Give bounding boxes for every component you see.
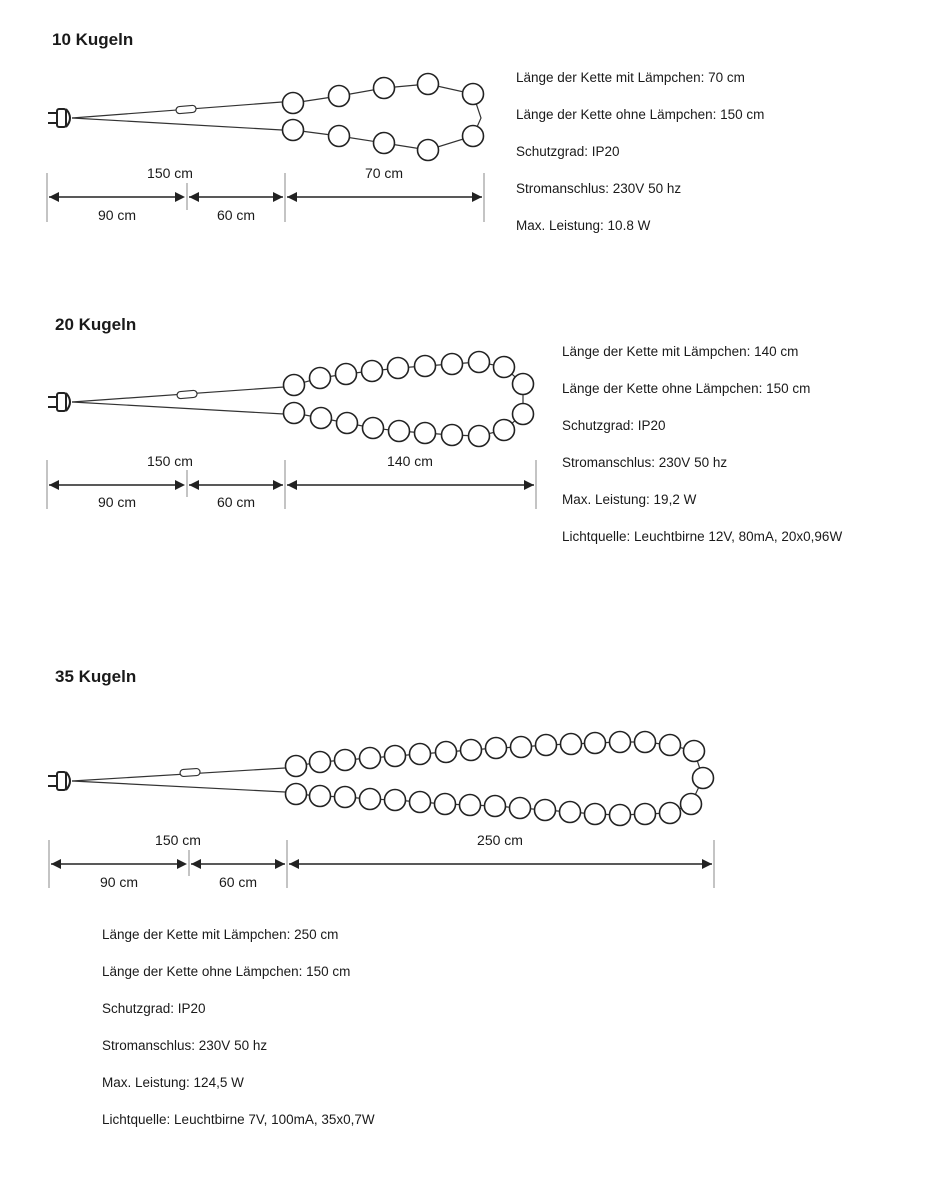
bulb-chain <box>286 732 714 826</box>
segment-2-label: 60 cm <box>216 207 256 223</box>
bulb <box>510 798 531 819</box>
bulb <box>635 732 656 753</box>
segment-2-label: 60 cm <box>218 874 258 890</box>
bulb <box>436 742 457 763</box>
chain-length-label: 250 cm <box>477 832 523 848</box>
bulb <box>385 790 406 811</box>
bulb <box>461 740 482 761</box>
chain-length-label: 70 cm <box>364 165 404 181</box>
cable-lower <box>72 781 285 792</box>
total-length-label: 150 cm <box>147 453 193 469</box>
cable-upper <box>72 768 285 781</box>
switch-icon <box>180 768 200 776</box>
bulb <box>535 800 556 821</box>
bulb <box>585 733 606 754</box>
bulb <box>360 789 381 810</box>
spec-max-power: Max. Leistung: 10.8 W <box>516 218 651 233</box>
specs-list-35 <box>102 925 375 1147</box>
bulb <box>335 787 356 808</box>
bulb <box>561 734 582 755</box>
bulb <box>410 744 431 765</box>
spec-length-without-lamps: Länge der Kette ohne Lämpchen: 150 cm <box>562 381 811 396</box>
bulb <box>585 804 606 825</box>
chain-length-label: 140 cm <box>387 453 433 469</box>
bulb <box>310 786 331 807</box>
bulb <box>610 732 631 753</box>
spec-power-supply: Stromanschlus: 230V 50 hz <box>562 455 728 470</box>
bulb <box>410 792 431 813</box>
bulb <box>536 735 557 756</box>
spec-protection: Schutzgrad: IP20 <box>102 1001 206 1016</box>
spec-power-supply: Stromanschlus: 230V 50 hz <box>102 1038 268 1053</box>
spec-max-power: Max. Leistung: 19,2 W <box>562 492 697 507</box>
spec-light-source: Lichtquelle: Leuchtbirne 12V, 80mA, 20x0,96W <box>562 529 843 544</box>
segment-1-label: 90 cm <box>97 207 137 223</box>
bulb <box>310 752 331 773</box>
dimension-lines <box>49 840 714 888</box>
spec-power-supply: Stromanschlus: 230V 50 hz <box>516 181 682 196</box>
spec-length-without-lamps: Länge der Kette ohne Lämpchen: 150 cm <box>516 107 765 122</box>
section-title-35: 35 Kugeln <box>55 667 137 686</box>
spec-light-source: Lichtquelle: Leuchtbirne 7V, 100mA, 35x0,7W <box>102 1112 375 1127</box>
segment-1-label: 90 cm <box>99 874 139 890</box>
bulb <box>485 796 506 817</box>
bulb <box>684 741 705 762</box>
spec-length-with-lamps: Länge der Kette mit Lämpchen: 70 cm <box>516 70 745 85</box>
spec-length-without-lamps: Länge der Kette ohne Lämpchen: 150 cm <box>102 964 351 979</box>
bulb <box>360 748 381 769</box>
bulb <box>460 795 481 816</box>
spec-max-power: Max. Leistung: 124,5 W <box>102 1075 244 1090</box>
bulb <box>635 804 656 825</box>
spec-protection: Schutzgrad: IP20 <box>562 418 666 433</box>
segment-2-label: 60 cm <box>216 494 256 510</box>
total-length-label: 150 cm <box>147 165 193 181</box>
plug-icon <box>48 772 70 790</box>
bulb <box>335 750 356 771</box>
section-title-10: 10 Kugeln <box>52 30 134 49</box>
bulb <box>385 746 406 767</box>
bulb <box>681 794 702 815</box>
spec-length-with-lamps: Länge der Kette mit Lämpchen: 140 cm <box>562 344 799 359</box>
bulb <box>660 735 681 756</box>
bulb <box>511 737 532 758</box>
bulb <box>660 803 681 824</box>
bulb <box>610 805 631 826</box>
bulb <box>560 802 581 823</box>
bulb <box>286 784 307 805</box>
bulb <box>486 738 507 759</box>
total-length-label: 150 cm <box>155 832 201 848</box>
segment-1-label: 90 cm <box>97 494 137 510</box>
spec-length-with-lamps: Länge der Kette mit Lämpchen: 250 cm <box>102 927 339 942</box>
bulb <box>435 794 456 815</box>
bulb <box>286 756 307 777</box>
section-title-20: 20 Kugeln <box>55 315 137 334</box>
bulb <box>693 768 714 789</box>
spec-protection: Schutzgrad: IP20 <box>516 144 620 159</box>
